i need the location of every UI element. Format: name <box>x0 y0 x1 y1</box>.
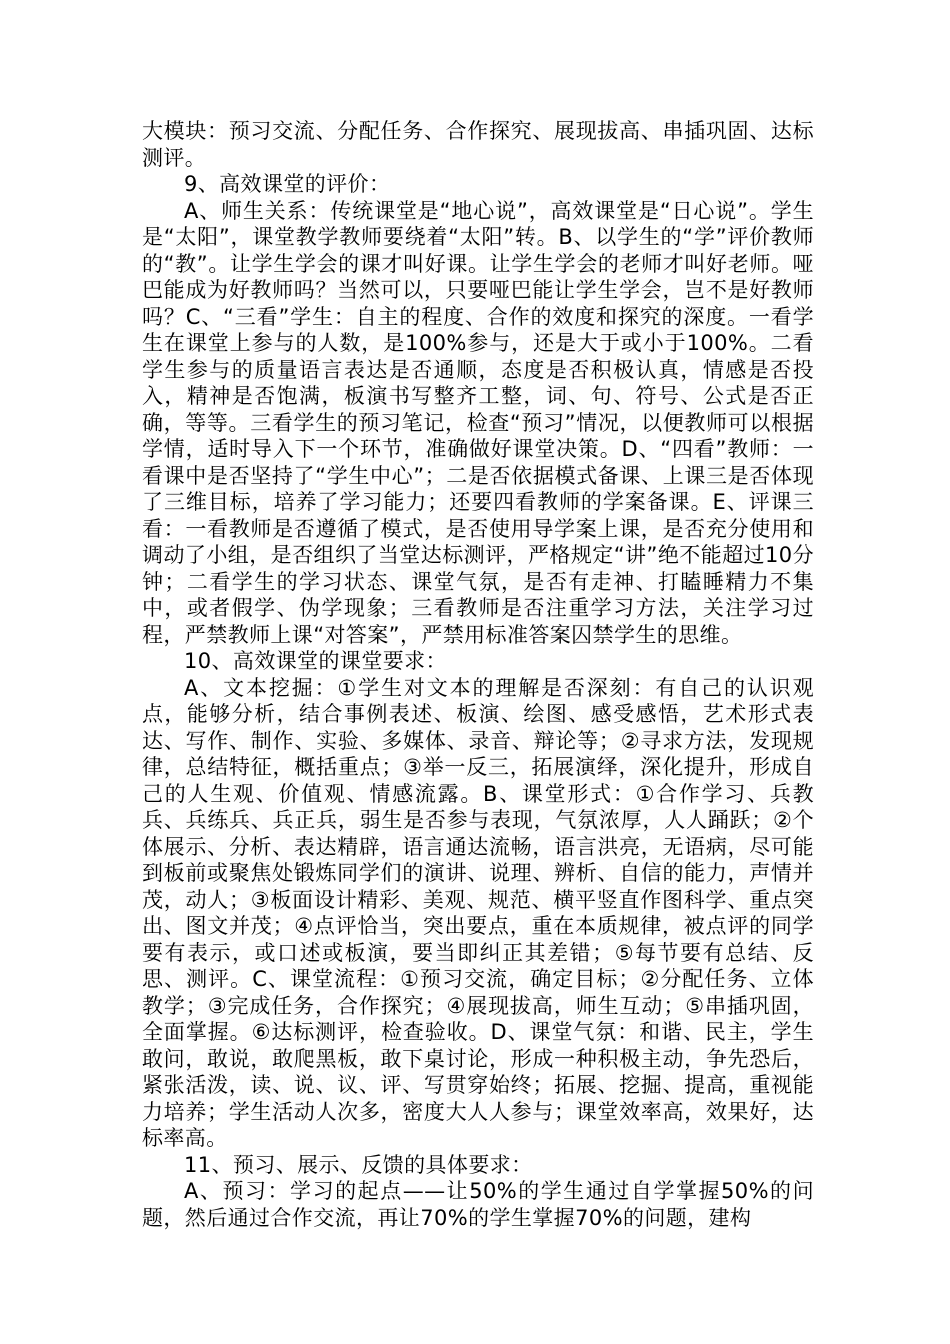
paragraph-requirements: A、文本挖掘：①学生对文本的理解是否深刻：有自己的认识观点，能够分析，结合事例表述、板演、绘图、感受感悟，艺术形式表达、写作、制作、实验、多媒体、录音、辩论等；②寻求方法，发现规律，总结特征，概括重点；③举一反三，拓展演绎，深化提升，形成自己的人生观、价值观、情感流露。B、课堂形式：①合作学习、兵教兵、兵练兵、兵正兵，弱生是否参与表现，气氛浓厚，人人踊跃；②个体展示、分析、表达精辟，语言通达流畅，语言洪亮，无语病，尽可能到板前或聚焦处锻炼同学们的演讲、说理、辨析、自信的能力，声情并茂，动人；③板面设计精彩、美观、规范、横平竖直作图科学、重点突出、图文并茂；④点评恰当，突出要点，重在本质规律，被点评的同学要有表示，或口述或板演，要当即纠正其差错；⑤每节要有总结、反思、测评。C、课堂流程：①预习交流，确定目标；②分配任务、立体教学；③完成任务，合作探究；④展现拔高，师生互动；⑤串插巩固，全面掌握。⑥达标测评，检查验收。D、课堂气氛：和谐、民主，学生敢问，敢说，敢爬黑板，敢下桌讨论，形成一种积极主动，争先恐后，紧张活泼，读、说、议、评、写贯穿始终；拓展、挖掘、提高，重视能力培养；学生活动人次多，密度大人人参与；课堂效率高，效果好，达标率高。 <box>142 675 814 1150</box>
heading-section-9: 9、高效课堂的评价： <box>184 172 391 196</box>
document-body <box>142 118 814 1231</box>
paragraph-preview: A、预习：学习的起点——让50%的学生通过自学掌握50%的问题，然后通过合作交流，再让70%的学生掌握70%的问题，建构 <box>142 1179 814 1230</box>
heading-section-11: 11、预习、展示、反馈的具体要求： <box>184 1152 533 1177</box>
heading-section-10: 10、高效课堂的课堂要求： <box>184 649 447 673</box>
paragraph-continuation: 大模块：预习交流、分配任务、合作探究、展现拔高、串插巩固、达标测评。 <box>142 119 814 170</box>
paragraph-evaluation: A、师生关系：传统课堂是“地心说”，高效课堂是“日心说”。学生是“太阳”，课堂教学教师要绕着“太阳”转。B、以学生的“学”评价教师的“教”。让学生学会的课才叫好课。让学生学会的老师才叫好老师。哑巴能成为好教师吗？当然可以，只要哑巴能让学生学会，岂不是好教师吗？C、“三看”学生：自主的程度、合作的效度和探究的深度。一看学生在课堂上参与的人数，是100%参与，还是大于或小于100%。二看学生参与的质量语言表达是否通顺，态度是否积极认真，情感是否投入，精神是否饱满，板演书写整齐工整，词、句、符号、公式是否正确，等等。三看学生的预习笔记，检查“预习”情况，以便教师可以根据学情，适时导入下一个环节，准确做好课堂决策。D、“四看”教师：一看课中是否坚持了“学生中心”；二是否依据模式备课、上课三是否体现了三维目标，培养了学习能力；还要四看教师的学案备课。E、评课三看：一看教师是否遵循了模式，是否使用导学案上课，是否充分使用和调动了小组，是否组织了当堂达标测评，严格规定“讲”绝不能超过10分钟；二看学生的学习状态、课堂气氛，是否有走神、打瞌睡精力不集中，或者假学、伪学现象；三看教师是否注重学习方法，关注学习过程，严禁教师上课“对答案”，严禁用标准答案囚禁学生的思维。 <box>142 198 814 647</box>
